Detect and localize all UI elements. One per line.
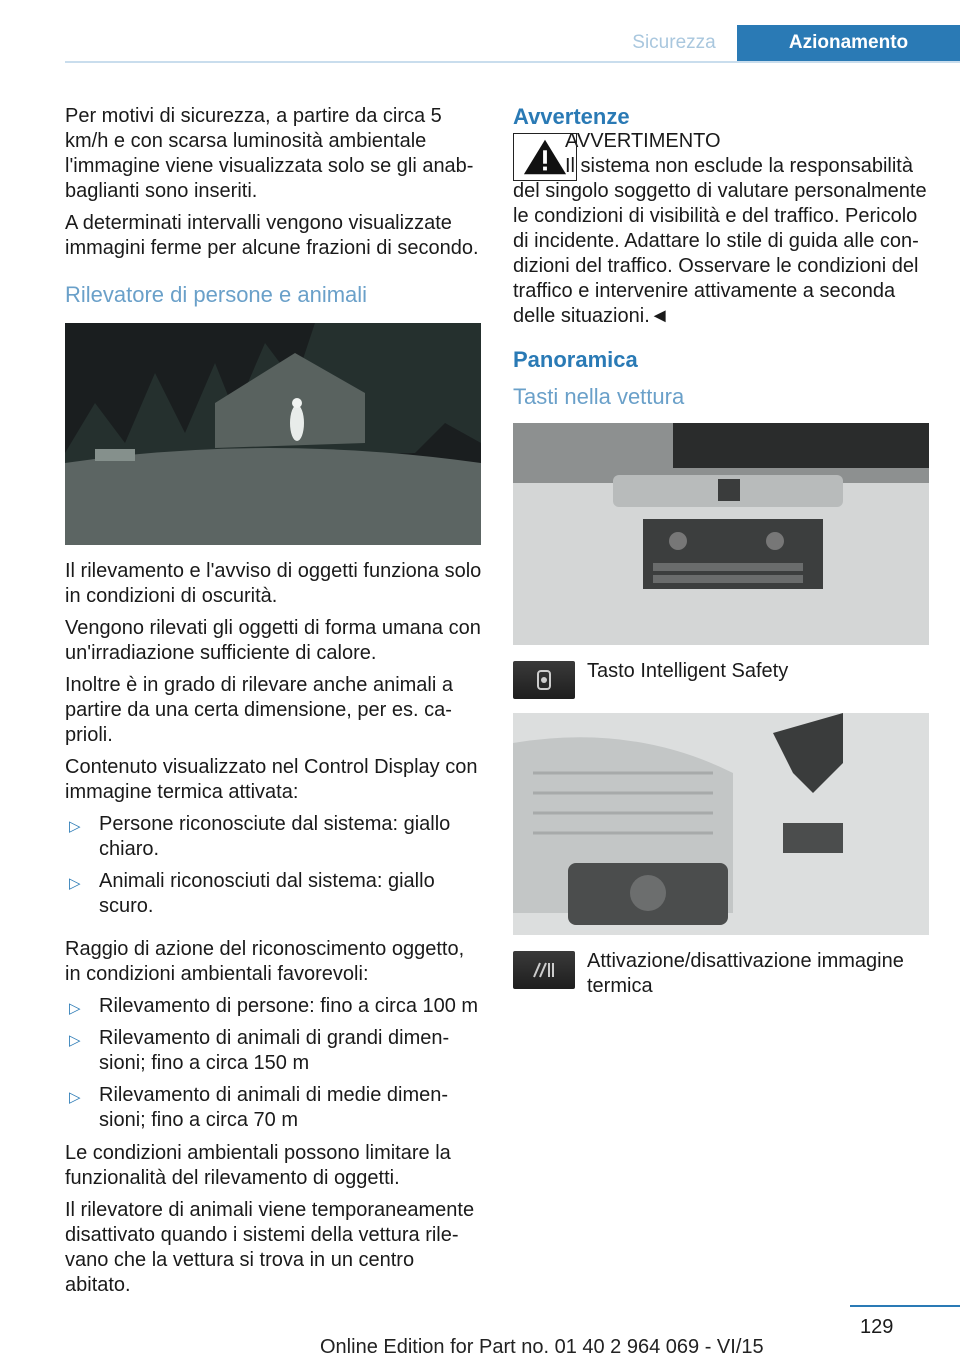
left-column bbox=[65, 104, 483, 1305]
intelligent-safety-icon bbox=[513, 661, 575, 699]
paragraph: Le condizioni ambientali possono limitare la funzionalità del rilevamento di oggetti. bbox=[65, 1142, 451, 1189]
paragraph: Inoltre è in grado di rilevare anche animali a partire da una certa dimensione, per es. ca‐ prioli. bbox=[65, 674, 453, 746]
heading-warnings: Avvertenze bbox=[513, 104, 630, 129]
footer-edition: Online Edition for Part no. 01 40 2 964 069 - VI/15 bbox=[320, 1336, 764, 1358]
triangle-bullet-icon: ▷ bbox=[69, 1089, 81, 1106]
right-column bbox=[513, 104, 931, 1013]
header-rule bbox=[65, 61, 960, 63]
button-row-safety bbox=[513, 659, 931, 699]
warning-triangle-icon bbox=[513, 133, 577, 181]
paragraph: Raggio di azione del riconoscimento oggetto, in condizioni ambientali favorevoli: bbox=[65, 938, 465, 985]
button-label: Tasto Intelligent Safety bbox=[587, 660, 789, 682]
header-section: Sicurezza bbox=[632, 32, 716, 53]
warning-body: Il sistema non esclude la responsabilità del singolo soggetto di valutare personalmente le condizioni di visibilità e del traffico. Pericolo di incidente. Adattare lo stile di guida alle con‐ dizioni del traffico. Osservare le condizioni del traffico e intervenire attivamente a seconda delle situazioni.◄ bbox=[513, 155, 927, 327]
heading-buttons: Tasti nella vettura bbox=[513, 384, 685, 409]
list-item: ▷ Persone riconosciute dal sistema: giallo chiaro. bbox=[69, 813, 451, 860]
warning-block bbox=[513, 129, 931, 329]
dashboard-buttons-photo bbox=[513, 423, 929, 645]
list-range bbox=[65, 994, 483, 1133]
paragraph: Contenuto visualizzato nel Control Display con immagine termica attivata: bbox=[65, 756, 478, 803]
button-row-thermal bbox=[513, 949, 931, 999]
list-item: ▷ Rilevamento di animali di medie dimen‐ sioni; fino a circa 70 m bbox=[69, 1084, 449, 1131]
warning-label: AVVERTIMENTO bbox=[565, 130, 721, 152]
paragraph: Vengono rilevati gli oggetti di forma umana con un'irradiazione sufficiente di calore. bbox=[65, 617, 481, 664]
thermal-image-icon bbox=[513, 951, 575, 989]
list-item: ▷ Animali riconosciuti dal sistema: giallo scuro. bbox=[69, 870, 435, 917]
page-number: 129 bbox=[860, 1316, 894, 1338]
section-heading-detector: Rilevatore di persone e animali bbox=[65, 282, 368, 307]
triangle-bullet-icon: ▷ bbox=[69, 1032, 81, 1049]
list-colors bbox=[65, 812, 483, 919]
triangle-bullet-icon: ▷ bbox=[69, 1000, 81, 1017]
triangle-bullet-icon: ▷ bbox=[69, 875, 81, 892]
header-chapter: Azionamento bbox=[737, 25, 960, 61]
list-item: ▷ Rilevamento di animali di grandi dimen‐ sioni; fino a circa 150 m bbox=[69, 1027, 450, 1074]
paragraph: Il rilevamento e l'avviso di oggetti funziona solo in condizioni di oscurità. bbox=[65, 560, 482, 607]
paragraph: Il rilevatore di animali viene temporaneamente disattivato quando i sistemi della vettura rile‐ vano che la vettura si trova in un centro abitato. bbox=[65, 1199, 475, 1296]
thermal-image-photo bbox=[65, 323, 481, 545]
paragraph: Per motivi di sicurezza, a partire da circa 5 km/h e con scarsa luminosità ambientale l'immagine viene visualizzata solo se gli anab‐ baglianti sono inseriti. bbox=[65, 105, 474, 202]
light-switch-photo bbox=[513, 713, 929, 935]
list-item: ▷ Rilevamento di persone: fino a circa 100 m bbox=[65, 994, 483, 1019]
heading-overview: Panoramica bbox=[513, 347, 638, 372]
triangle-bullet-icon: ▷ bbox=[69, 818, 81, 835]
paragraph: A determinati intervalli vengono visualizzate immagini ferme per alcune frazioni di secondo. bbox=[65, 212, 479, 259]
footer-rule bbox=[850, 1305, 960, 1307]
button-label: Attivazione/disattivazione immagine termica bbox=[587, 950, 904, 997]
